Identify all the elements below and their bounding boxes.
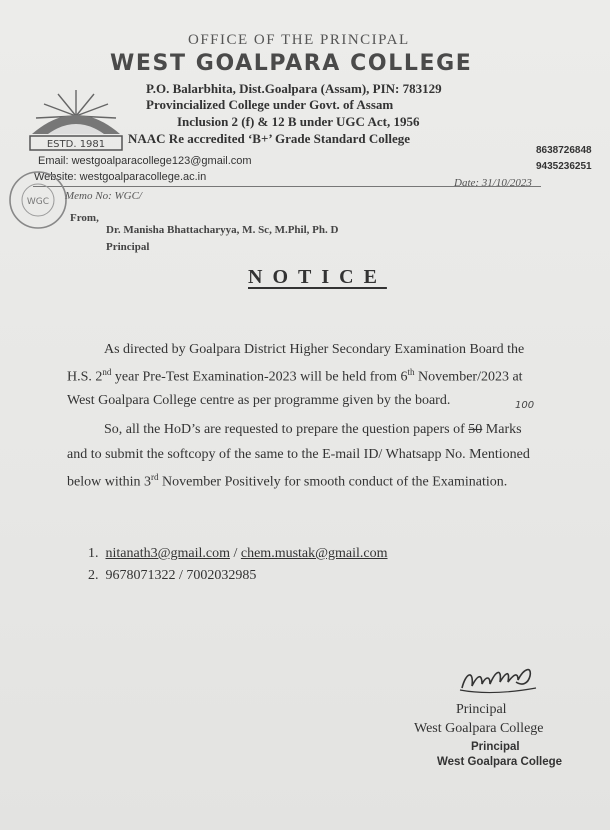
signatory-role: Principal (456, 702, 507, 717)
seal-college: West Goalpara College (437, 756, 563, 768)
notice-title: NOTICE (248, 266, 387, 288)
seal-role: Principal (471, 741, 520, 753)
address-line: Provincialized College under Govt. of Assam (146, 97, 394, 112)
paragraph-line: and to submit the softcopy of the same to the E-mail ID/ Whatsapp No. Mentioned (67, 447, 530, 462)
address-line: Inclusion 2 (f) & 12 B under UGC Act, 1956 (177, 114, 420, 129)
paragraph-line: So, all the HoD’s are requested to prepare the question papers of 50 Marks (104, 422, 522, 437)
memo-number: Memo No: WGC/ (65, 190, 142, 202)
phone-number: 8638726848 (536, 145, 592, 156)
struck-marks: 50 (468, 422, 483, 437)
college-name: WEST GOALPARA COLLEGE (110, 51, 473, 76)
paragraph-line: below within 3rd November Positively for smooth conduct of the Examination. (67, 472, 508, 490)
college-logo (28, 86, 124, 152)
header-phones (536, 143, 592, 175)
stamp-text: WGC (26, 197, 50, 207)
contact-phone-item: 2. 9678071322 / 7002032985 (88, 568, 257, 583)
email-link-2[interactable]: chem.mustak@gmail.com (240, 546, 388, 561)
logo-year: ESTD. 1981 (46, 139, 106, 150)
paragraph-line: West Goalpara College centre as per programme given by the board. (67, 393, 451, 408)
address-line: P.O. Balarbhita, Dist.Goalpara (Assam), PIN: 783129 (146, 81, 442, 96)
phone-number: 9435236251 (536, 161, 592, 172)
paragraph-line: H.S. 2nd year Pre-Test Examination-2023 will be held from 6th November/2023 at (67, 367, 523, 385)
signatory-college: West Goalpara College (414, 721, 544, 736)
office-heading: OFFICE OF THE PRINCIPAL (188, 32, 410, 48)
from-name: Dr. Manisha Bhattacharyya, M. Sc, M.Phil, Ph. D (106, 224, 339, 236)
contact-email-item: 1. nitanath3@gmail.com / chem.mustak@gmail.com (88, 546, 388, 561)
from-label: From, (70, 212, 99, 224)
handwritten-marks: 100 (515, 400, 535, 411)
address-line: NAAC Re accredited ‘B+’ Grade Standard College (128, 131, 411, 146)
header-website: Website: westgoalparacollege.ac.in (34, 171, 207, 183)
email-link-1[interactable]: nitanath3@gmail.com (105, 546, 230, 561)
header-email: Email: westgoalparacollege123@gmail.com (38, 155, 252, 167)
round-stamp (6, 168, 70, 232)
paragraph-line: As directed by Goalpara District Higher Secondary Examination Board the (104, 342, 525, 357)
principal-signature (452, 652, 542, 698)
notice-date: Date: 31/10/2023 (454, 177, 532, 189)
from-role: Principal (106, 241, 150, 253)
